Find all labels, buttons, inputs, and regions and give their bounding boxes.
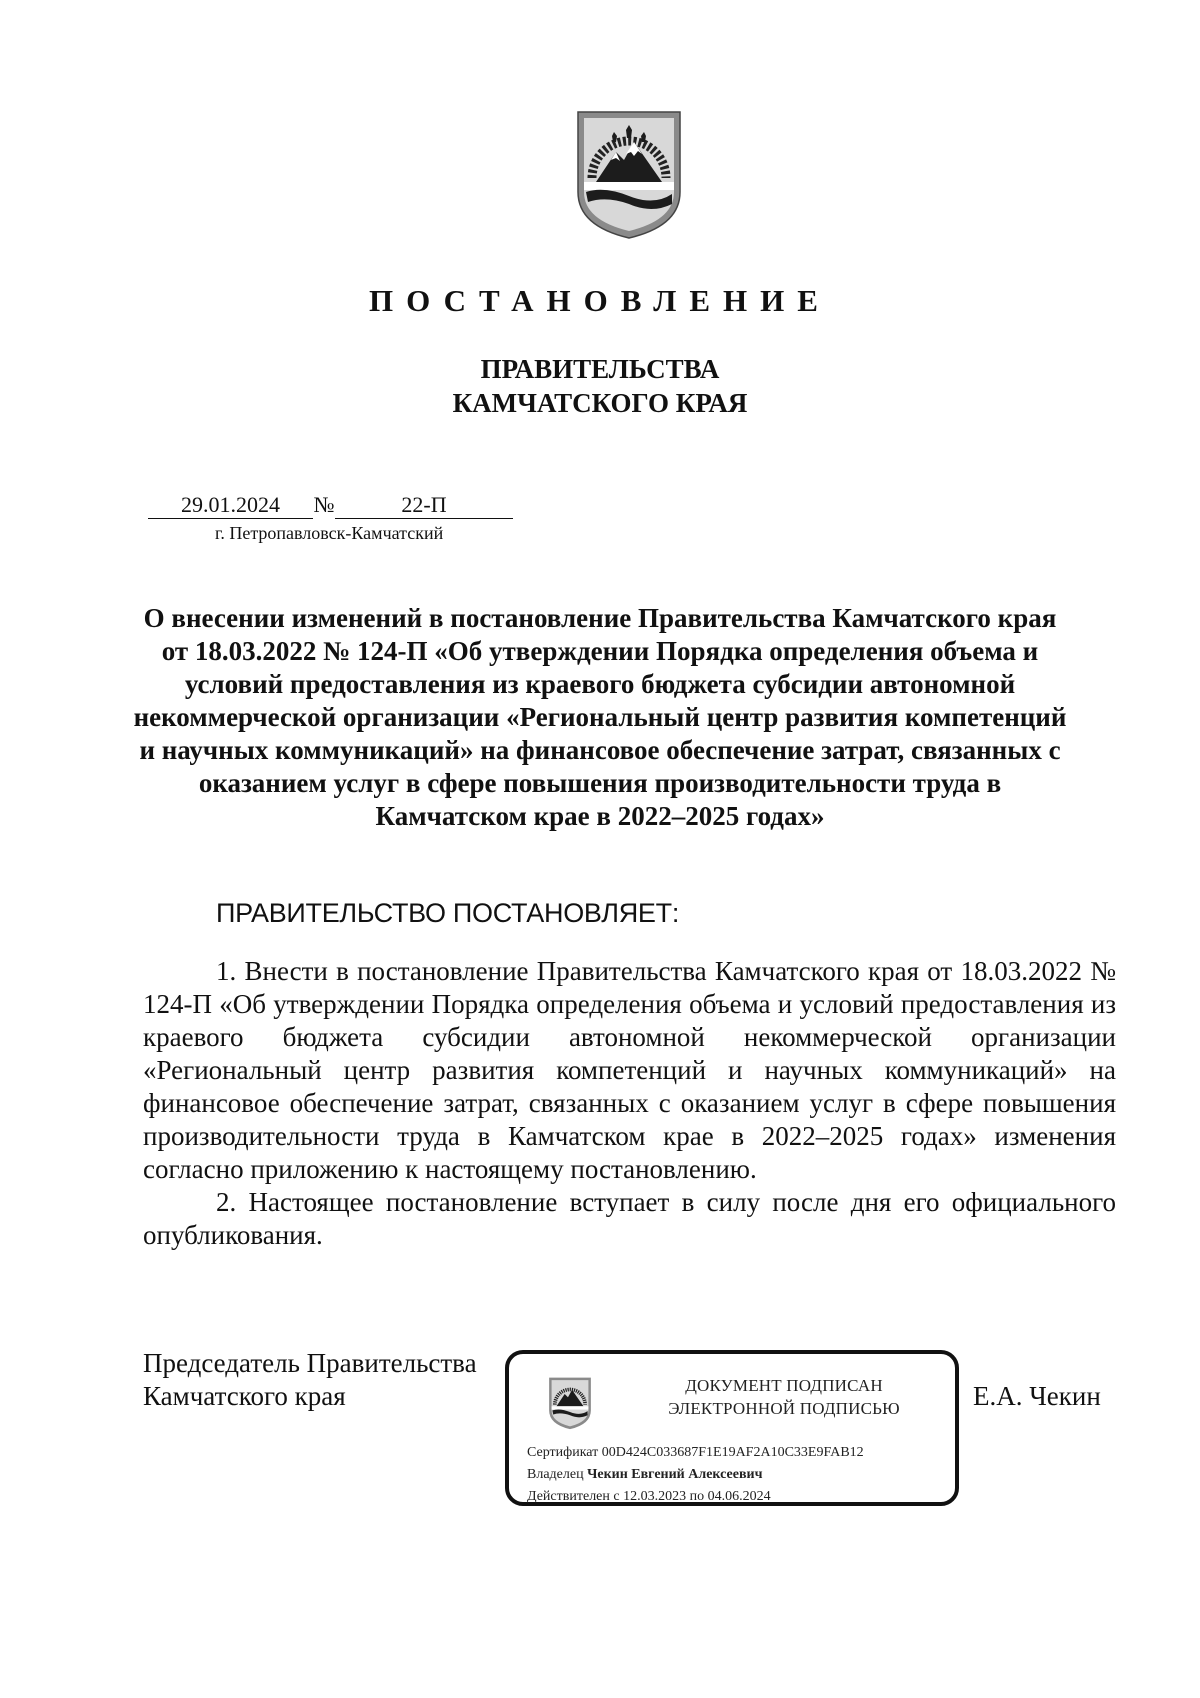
stamp-heading-line-2: ЭЛЕКТРОННОЙ ПОДПИСЬЮ — [668, 1399, 900, 1418]
validity-to: 04.06.2024 — [707, 1489, 771, 1504]
validity-row — [527, 1486, 864, 1508]
stamp-heading-line-1: ДОКУМЕНТ ПОДПИСАН — [685, 1376, 883, 1395]
issuer-heading — [0, 352, 1200, 420]
document-body — [143, 955, 1116, 1252]
owner-row — [527, 1464, 864, 1486]
signatory-position-line-1: Председатель Правительства — [143, 1348, 477, 1378]
issuer-line-1: ПРАВИТЕЛЬСТВА — [480, 354, 720, 384]
issuer-line-2: КАМЧАТСКОГО КРАЯ — [452, 388, 748, 418]
owner-value: Чекин Евгений Алексеевич — [587, 1467, 763, 1482]
decrees-heading: ПРАВИТЕЛЬСТВО ПОСТАНОВЛЯЕТ: — [216, 898, 680, 928]
kamchatka-coat-of-arms-icon — [547, 1376, 593, 1430]
validity-label: Действителен с — [527, 1489, 620, 1504]
stamp-heading — [619, 1374, 949, 1420]
validity-from: 12.03.2023 — [623, 1489, 687, 1504]
stamp-details — [527, 1442, 864, 1508]
document-type-heading: ПОСТАНОВЛЕНИЕ — [369, 283, 831, 318]
signatory-position — [143, 1347, 477, 1413]
body-paragraph-2: 2. Настоящее постановление вступает в силу после дня его официального опубликования. — [143, 1187, 1116, 1250]
owner-label: Владелец — [527, 1467, 584, 1482]
date-field: 29.01.2024 — [148, 493, 313, 519]
registration-line — [148, 493, 568, 519]
validity-to-label: по — [689, 1489, 705, 1504]
certificate-value: 00D424C033687F1E19AF2A10C33E9FAB12 — [601, 1445, 864, 1460]
certificate-row — [527, 1442, 864, 1464]
number-field: 22-П — [335, 493, 513, 519]
electronic-signature-stamp — [505, 1350, 959, 1506]
number-sign: № — [313, 492, 335, 517]
city-label: г. Петропавловск-Камчатский — [215, 523, 444, 543]
certificate-label: Сертификат — [527, 1445, 599, 1460]
kamchatka-coat-of-arms-icon — [574, 108, 684, 240]
body-paragraph-1: 1. Внести в постановление Правительства Камчатского края от 18.03.2022 № 124-П «Об утверждении Порядка определения объема и условий предоставления из краевого бюджета субсидии автономной некоммерческой организации «Региональный центр развития компетенций и научных коммуникаций» на финансовое обеспечение затрат, связанных с оказанием услуг в сфере повышения производительности труда в Камчатском крае в 2022–2025 годах» изменения согласно приложению к настоящему постановлению. — [143, 956, 1116, 1184]
signatory-name: Е.А. Чекин — [973, 1381, 1101, 1411]
signatory-position-line-2: Камчатского края — [143, 1381, 346, 1411]
document-title: О внесении изменений в постановление Правительства Камчатского края от 18.03.2022 № 124-П «Об утверждении Порядка определения объема и условий предоставления из краевого бюджета субсидии автономной некоммерческой организации «Региональный центр развития компетенций и научных коммуникаций» на финансовое обеспечение затрат, связанных с оказанием услуг в сфере повышения производительности труда в Камчатском крае в 2022–2025 годах» — [133, 603, 1067, 831]
